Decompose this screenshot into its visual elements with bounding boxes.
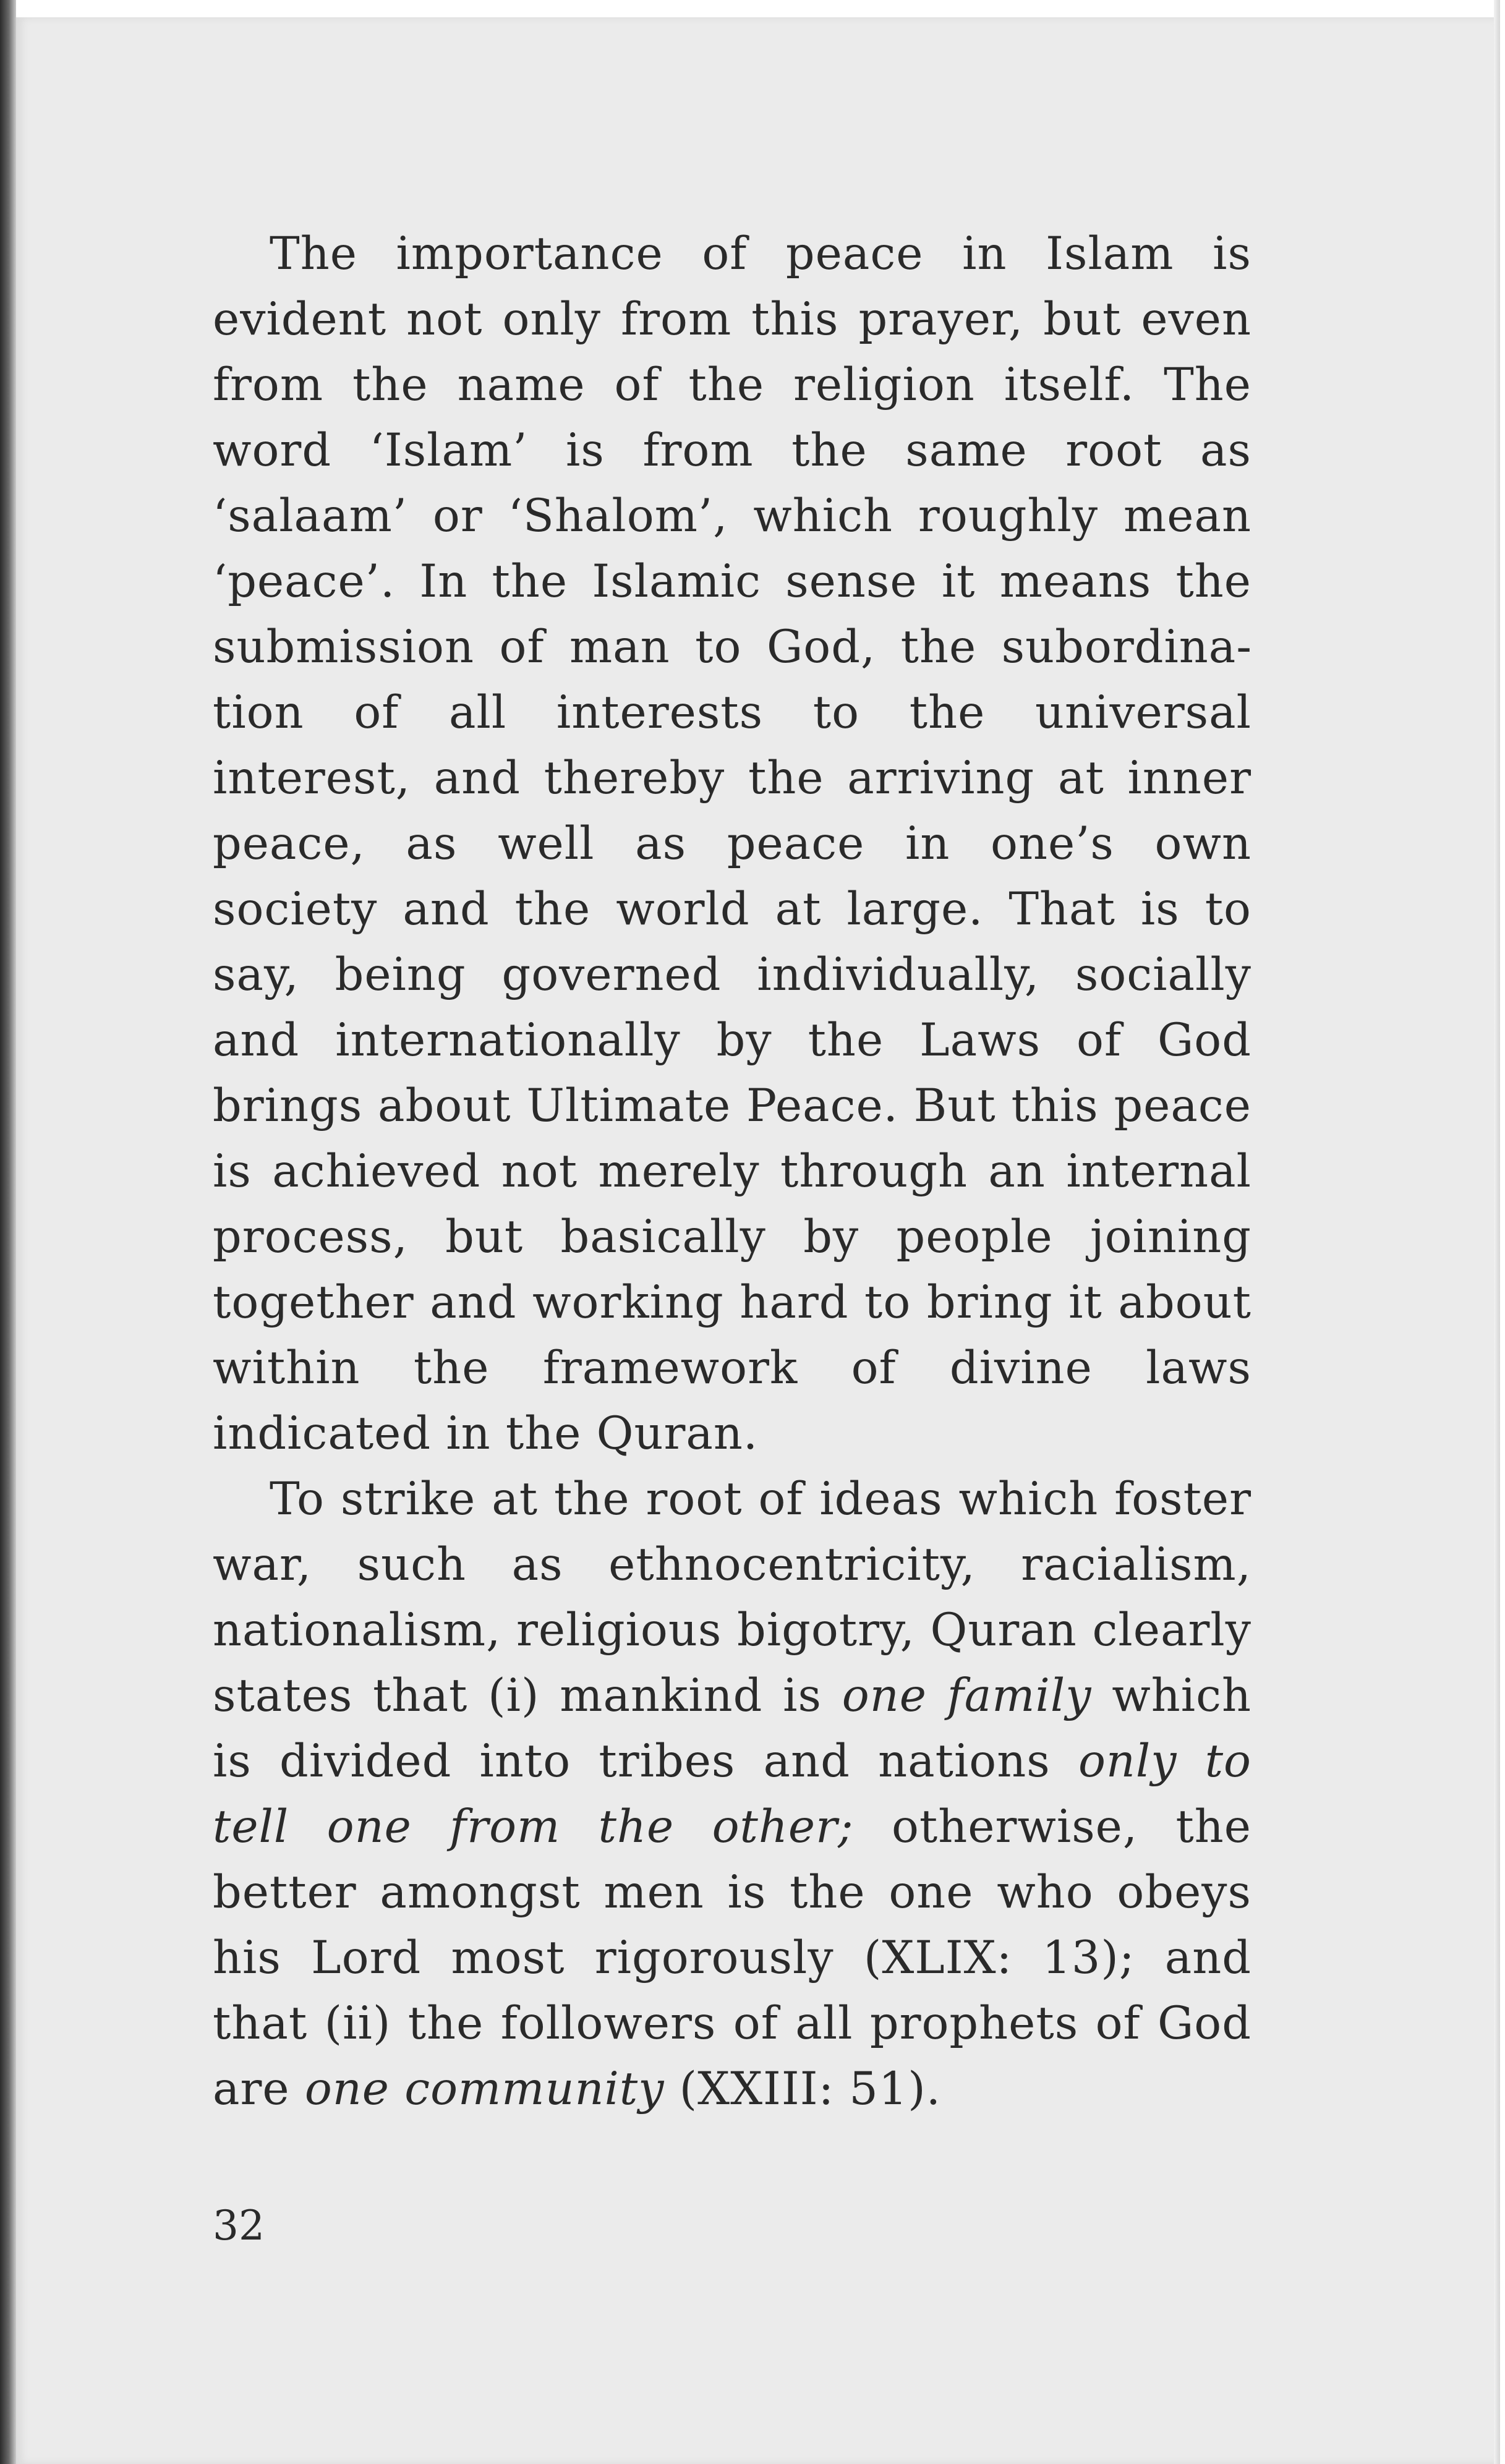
emphasis-text: one community — [304, 2063, 665, 2115]
paragraph — [213, 221, 1251, 1467]
paragraph — [213, 1467, 1251, 2122]
emphasis-text: one family — [842, 1669, 1092, 1722]
text-run: To strike at the root of ideas which foster war, such as ethnocentricity, racialism, nationalism, religious bigotry, Quran clearly states that (i) mankind is — [213, 1473, 1251, 1722]
page-right-edge — [1494, 0, 1500, 2464]
book-spine-shadow — [0, 0, 16, 2464]
emphasis-text: only to tell one from the other; — [213, 1735, 1251, 1853]
text-run: (XXIII: 51). — [664, 2063, 941, 2115]
text-run: which is divided into tribes and nations — [213, 1669, 1251, 1788]
text-run: otherwise, the better amongst men is the one who obeys his Lord most rigorously (XLIX: 13); and that (ii) the followers of all prophets of God are — [213, 1801, 1251, 2115]
page-number: 32 — [213, 2202, 265, 2249]
text-run: The importance of peace in Islam is evident not only from this prayer, but even from the name of the religion itself. The word ‘Islam’ is from the same root as ‘salaam’ or ‘Shalom’, which roughly mean ‘peace’. In the Islamic sense it means the submission of man to God, the subordination of all interests to the universal interest, and thereby the arriving at inner peace, as well as peace in one’s own society and the world at large. That is to say, being governed individually, socially and internationally by the Laws of God brings about Ultimate Peace. But this peace is achieved not merely through an internal process, but basically by people joining together and working hard to bring it about within the framework of divine laws indicated in the Quran. — [213, 228, 1251, 1460]
body-text — [213, 221, 1251, 2122]
